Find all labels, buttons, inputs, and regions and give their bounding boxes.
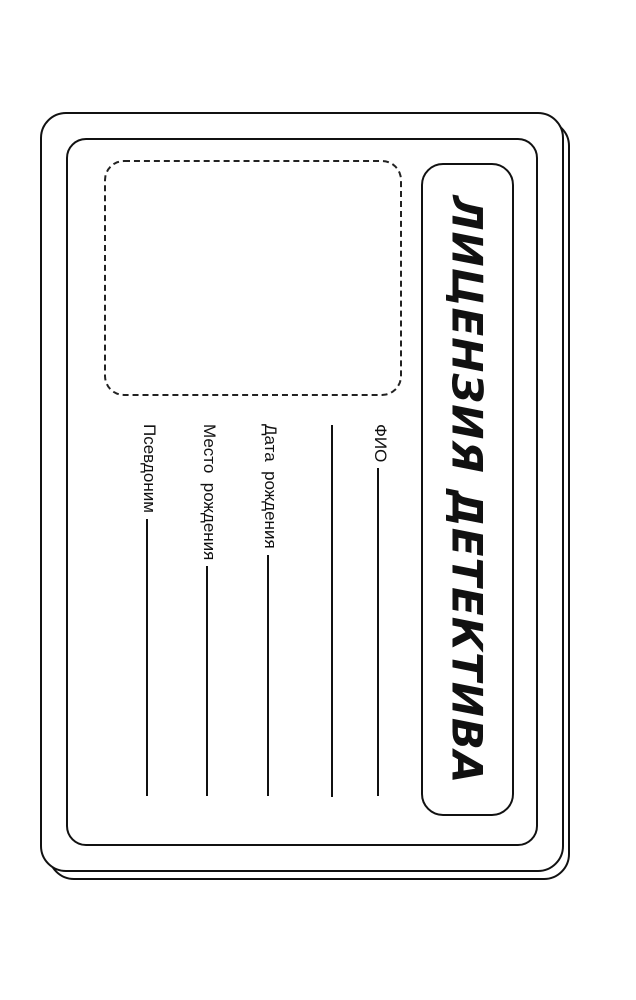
alias-label: Псевдоним: [140, 424, 159, 513]
license-title: ЛИЦЕНЗИЯ ДЕТЕКТИВА: [442, 195, 492, 785]
extra-write-line[interactable]: [331, 425, 333, 797]
fio-write-line[interactable]: [377, 468, 379, 796]
fio-label: ФИО: [371, 424, 390, 463]
birth-date-write-line[interactable]: [267, 555, 269, 796]
alias-field: [136, 424, 162, 796]
alias-write-line[interactable]: [146, 519, 148, 796]
birth-place-field: [196, 424, 222, 796]
birth-date-field: [257, 424, 283, 796]
photo-placeholder: [104, 160, 402, 396]
birth-place-write-line[interactable]: [206, 566, 208, 796]
fio-field: [367, 424, 393, 796]
birth-place-label: Место рождения: [200, 424, 219, 561]
birth-date-label: Дата рождения: [261, 424, 280, 549]
